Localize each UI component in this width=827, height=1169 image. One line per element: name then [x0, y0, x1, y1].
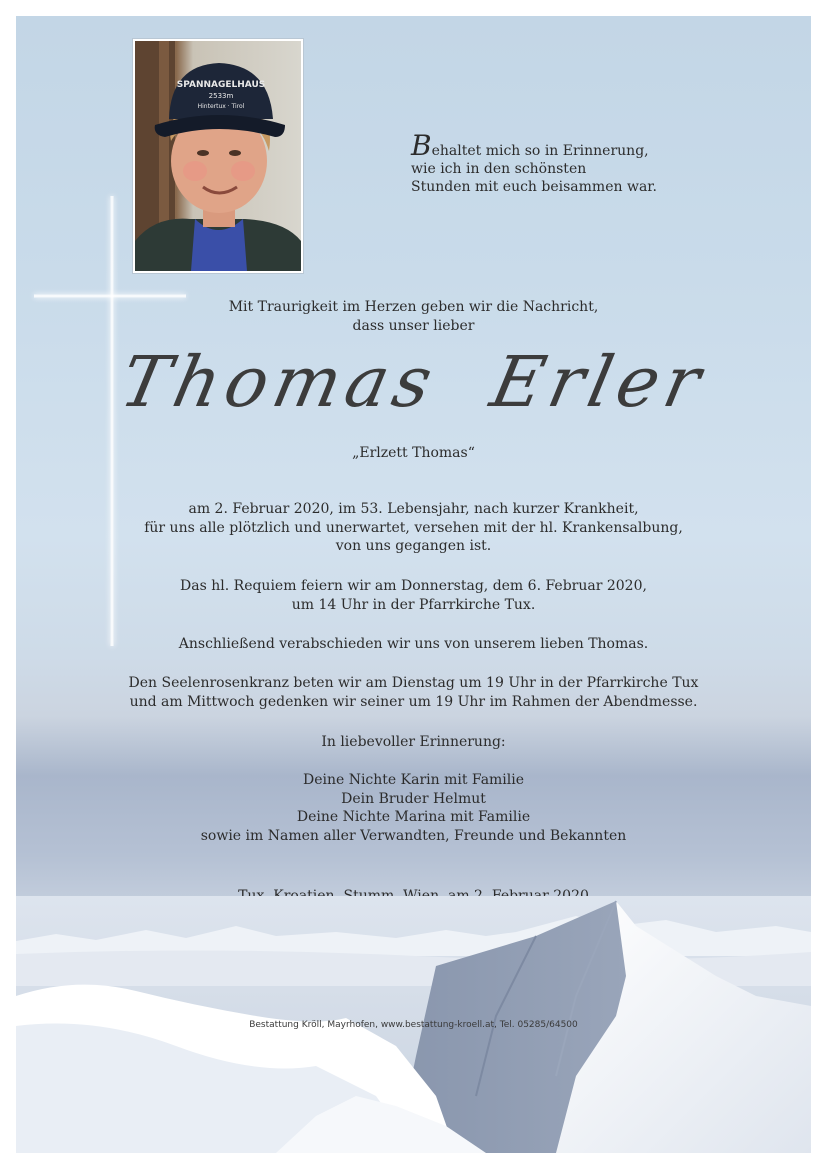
funeral-home-footer: Bestattung Kröll, Mayrhofen, www.bestattung-kroell.at, Tel. 05285/64500: [249, 1020, 578, 1030]
quote-line-1: [411, 129, 671, 162]
mourner-1: Deine Nichte Karin mit Familie: [302, 772, 525, 788]
intro-line-1: Mit Traurigkeit im Herzen geben wir die Nachricht,: [228, 299, 599, 315]
rosary-notice: [16, 674, 811, 711]
quote-line-1-rest: ehaltet mich so in Erinnerung,: [431, 143, 649, 159]
memorial-quote: [411, 129, 671, 196]
cap-text-1: SPANNAGELHAUS: [176, 80, 266, 90]
rosary-line-1: Den Seelenrosenkranz beten wir am Dienstag um 19 Uhr in der Pfarrkirche Tux: [128, 675, 699, 691]
cap-text-3: Hintertux · Tirol: [197, 103, 245, 110]
deceased-name: Thomas Erler: [113, 341, 714, 423]
farewell-text: Anschließend verabschieden wir uns von unserem lieben Thomas.: [178, 636, 649, 652]
portrait-photo: [133, 39, 303, 273]
cap-text-2: 2533m: [208, 92, 234, 100]
memory-heading: In liebevoller Erinnerung:: [321, 734, 506, 750]
intro-line-2: dass unser lieber: [352, 317, 475, 334]
obituary-card: [16, 16, 811, 1153]
requiem-line-2: um 14 Uhr in der Pfarrkirche Tux.: [291, 596, 536, 613]
mourners-list: [16, 771, 811, 845]
mourner-2: Dein Bruder Helmut: [341, 790, 486, 807]
requiem-notice: [16, 577, 811, 614]
death-line-2: für uns alle plötzlich und unerwartet, versehen mit der hl. Krankensalbung,: [144, 519, 683, 536]
requiem-line-1: Das hl. Requiem feiern wir am Donnerstag, dem 6. Februar 2020,: [180, 578, 647, 594]
portrait-illustration: [135, 41, 301, 271]
rosary-line-2: und am Mittwoch gedenken wir seiner um 19 Uhr im Rahmen der Abendmesse.: [129, 693, 698, 710]
quote-line-2: wie ich in den schönsten: [411, 161, 587, 177]
mourner-4: sowie im Namen aller Verwandten, Freunde und Bekannten: [200, 827, 627, 844]
quote-initial: B: [411, 129, 432, 162]
nickname: „Erlzett Thomas“: [352, 445, 475, 461]
death-line-1: am 2. Februar 2020, im 53. Lebensjahr, nach kurzer Krankheit,: [188, 501, 639, 517]
mourner-3: Deine Nichte Marina mit Familie: [296, 809, 531, 825]
death-notice: [16, 500, 811, 556]
intro-text: [16, 298, 811, 335]
death-line-3: von uns gegangen ist.: [335, 538, 492, 554]
quote-line-3: Stunden mit euch beisammen war.: [411, 179, 657, 195]
